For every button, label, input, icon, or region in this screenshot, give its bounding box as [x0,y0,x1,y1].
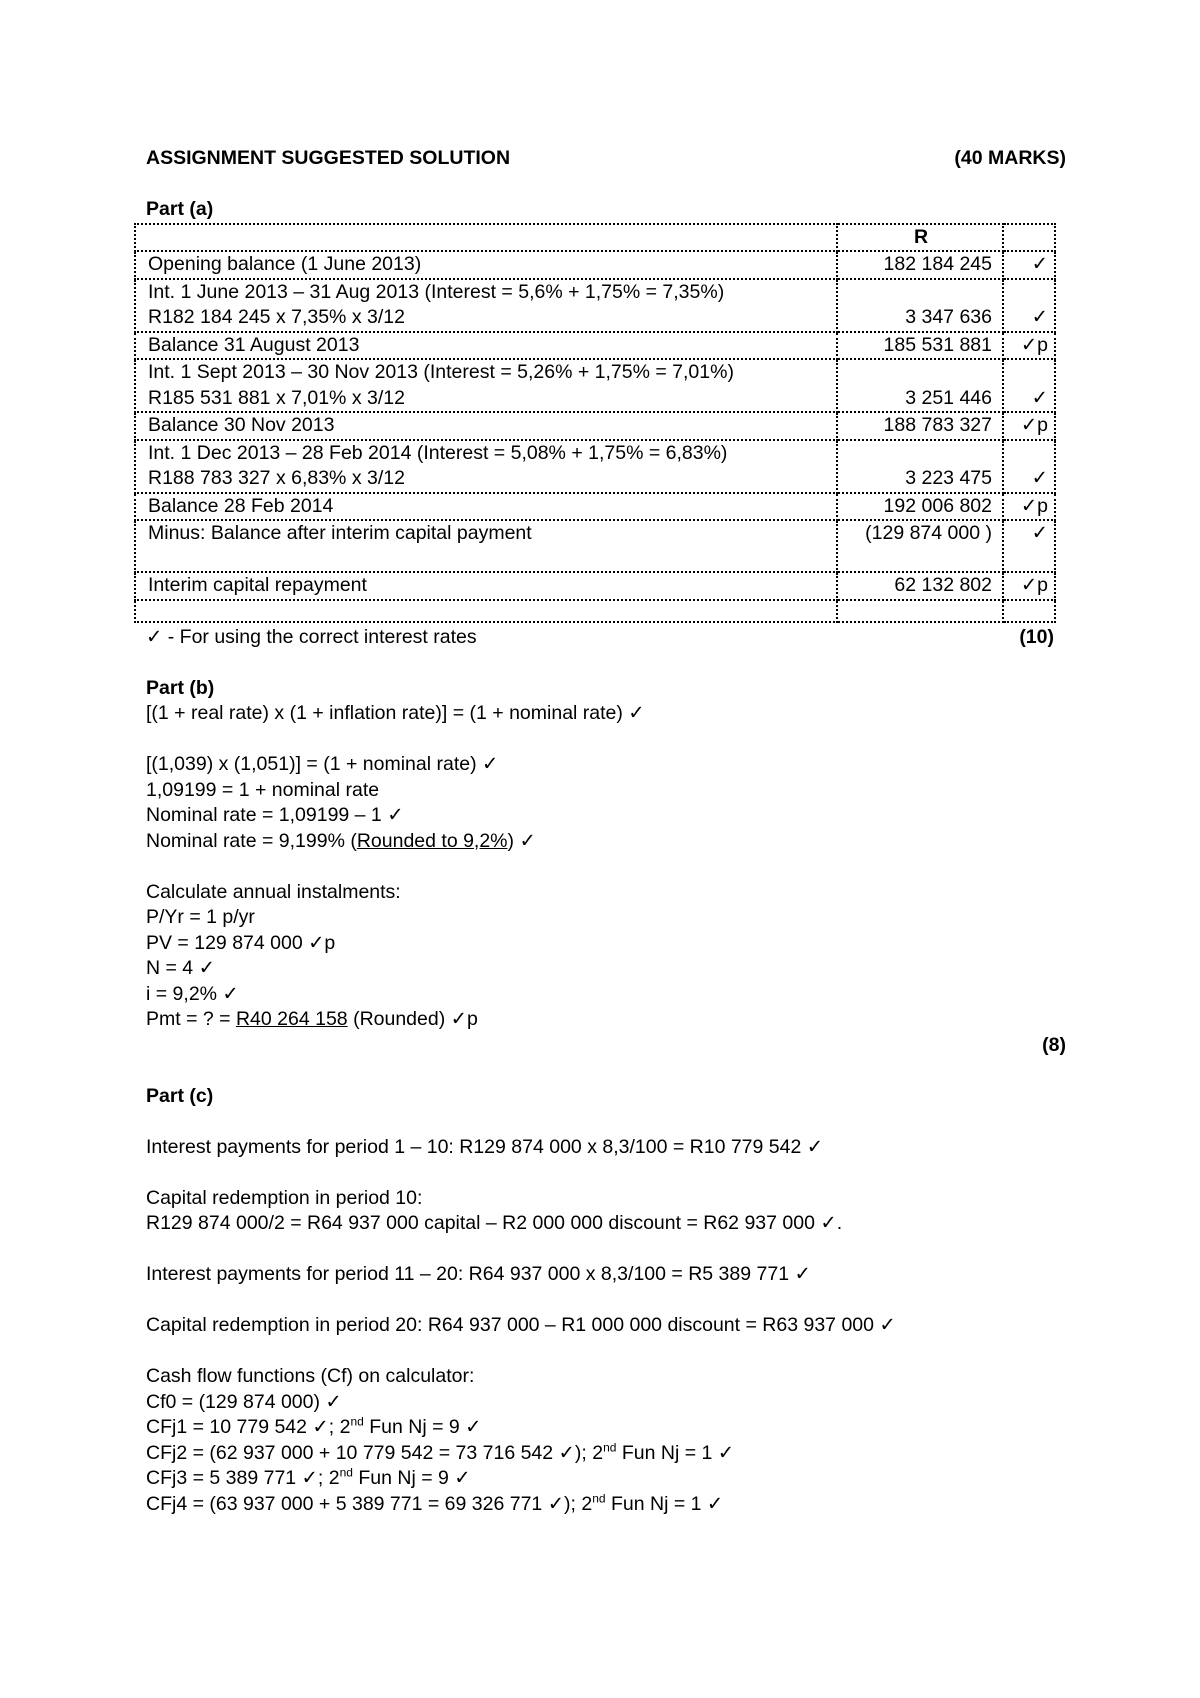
part-b-line: PV = 129 874 000 ✓p [146,931,336,954]
part-a-footer [146,625,1066,651]
check-mark-icon: ✓p [1003,572,1055,600]
part-b-heading: Part (b) [146,676,215,699]
part-b-line: N = 4 ✓ [146,957,215,979]
table-row [135,572,1055,600]
row-description: Minus: Balance after interim capital payment [135,520,837,572]
part-b-line: Nominal rate = 1,09199 – 1 ✓ [146,804,404,826]
check-mark-icon: ✓p [1003,332,1055,360]
total-marks: (40 MARKS) [954,147,1066,169]
row-calculation: R185 531 881 x 7,01% x 3/12 [148,386,405,409]
row-amount: 3 223 475 [837,440,1003,493]
row-description: Int. 1 Sept 2013 – 30 Nov 2013 (Interest = 5,26% + 1,75% = 7,01%) [148,361,734,383]
document-title: ASSIGNMENT SUGGESTED SOLUTION [146,147,511,169]
part-c-line: Interest payments for period 11 – 20: R64 937 000 x 8,3/100 = R5 389 771 ✓ [146,1263,811,1285]
part-c-line: Cf0 = (129 874 000) ✓ [146,1390,342,1413]
table-row [135,600,1055,622]
row-description: Opening balance (1 June 2013) [135,251,837,279]
row-amount: 188 783 327 [837,412,1003,440]
table-row [135,493,1055,521]
row-amount: (129 874 000 ) [837,520,1003,572]
row-description: Balance 28 Feb 2014 [135,493,837,521]
part-c-line: Cash flow functions (Cf) on calculator: [146,1365,475,1387]
row-description: Int. 1 Dec 2013 – 28 Feb 2014 (Interest = 5,08% + 1,75% = 6,83%) [148,441,728,464]
part-a-table [134,223,1056,623]
table-row [135,359,1055,412]
table-row [135,279,1055,332]
part-b-line: i = 9,2% ✓ [146,982,239,1005]
part-c-line: Capital redemption in period 20: R64 937 000 – R1 000 000 discount = R63 937 000 ✓ [146,1314,896,1336]
column-r-header: R [837,224,1003,252]
row-calculation: R188 783 327 x 6,83% x 3/12 [148,467,405,489]
part-b-line: [(1 + real rate) x (1 + inflation rate)] = (1 + nominal rate) ✓ [146,702,645,724]
part-c-line: Capital redemption in period 10: [146,1186,423,1209]
check-mark-icon: ✓ [1003,359,1055,412]
check-mark-icon: ✓p [1003,493,1055,521]
table-row [135,520,1055,572]
document-header [146,146,1066,172]
part-b-line: Calculate annual instalments: [146,880,401,903]
row-amount: 185 531 881 [837,332,1003,360]
row-amount: 182 184 245 [837,251,1003,279]
rounded-rate: Rounded to 9,2% [356,829,508,852]
table-row [135,251,1055,279]
cash-flow-line: CFj2 = (62 937 000 + 10 779 542 = 73 716 542 ✓); 2nd Fun Nj = 1 ✓ [146,1440,735,1464]
part-b-line: 1,09199 = 1 + nominal rate [146,778,380,801]
part-b-line: Pmt = ? = R40 264 158 (Rounded) ✓p [146,1008,478,1030]
part-c-heading: Part (c) [146,1084,214,1107]
payment-amount: R40 264 158 [235,1008,348,1030]
table-row [135,440,1055,493]
row-calculation: R182 184 245 x 7,35% x 3/12 [148,306,405,328]
part-a-heading: Part (a) [146,198,214,220]
table-row [135,412,1055,440]
check-mark-icon: ✓ [1003,440,1055,493]
part-b-line: P/Yr = 1 p/yr [146,906,255,928]
row-amount: 3 251 446 [837,359,1003,412]
row-amount: 192 006 802 [837,493,1003,521]
row-amount: 62 132 802 [837,572,1003,600]
row-description: Balance 31 August 2013 [135,332,837,360]
cash-flow-line: CFj3 = 5 389 771 ✓; 2nd Fun Nj = 9 ✓ [146,1465,471,1489]
cash-flow-line: CFj4 = (63 937 000 + 5 389 771 = 69 326 771 ✓); 2nd Fun Nj = 1 ✓ [146,1491,724,1515]
check-mark-icon: ✓ [1003,251,1055,279]
row-description: Balance 30 Nov 2013 [135,412,837,440]
part-c-line: Interest payments for period 1 – 10: R129 874 000 x 8,3/100 = R10 779 542 ✓ [146,1135,824,1158]
check-mark-icon: ✓p [1003,412,1055,440]
table-row [135,332,1055,360]
row-description: Int. 1 June 2013 – 31 Aug 2013 (Interest = 5,6% + 1,75% = 7,35%) [148,280,725,303]
part-b-line: [(1,039) x (1,051)] = (1 + nominal rate) ✓ [146,753,499,775]
cash-flow-line: CFj1 = 10 779 542 ✓; 2nd Fun Nj = 9 ✓ [146,1414,482,1438]
part-a-marks: (10) [1019,625,1054,648]
part-a-footnote: ✓ - For using the correct interest rates [146,625,477,648]
check-mark-icon: ✓ [1003,520,1055,572]
part-b-marks: (8) [1042,1033,1066,1056]
document-page [146,146,1066,1517]
part-b-line: Nominal rate = 9,199% (Rounded to 9,2%) ✓ [146,829,536,852]
table-header-row [135,224,1055,252]
part-c-line: R129 874 000/2 = R64 937 000 capital – R2 000 000 discount = R62 937 000 ✓. [146,1212,843,1234]
check-mark-icon: ✓ [1003,279,1055,332]
row-amount: 3 347 636 [837,279,1003,332]
row-description: Interim capital repayment [135,572,837,600]
